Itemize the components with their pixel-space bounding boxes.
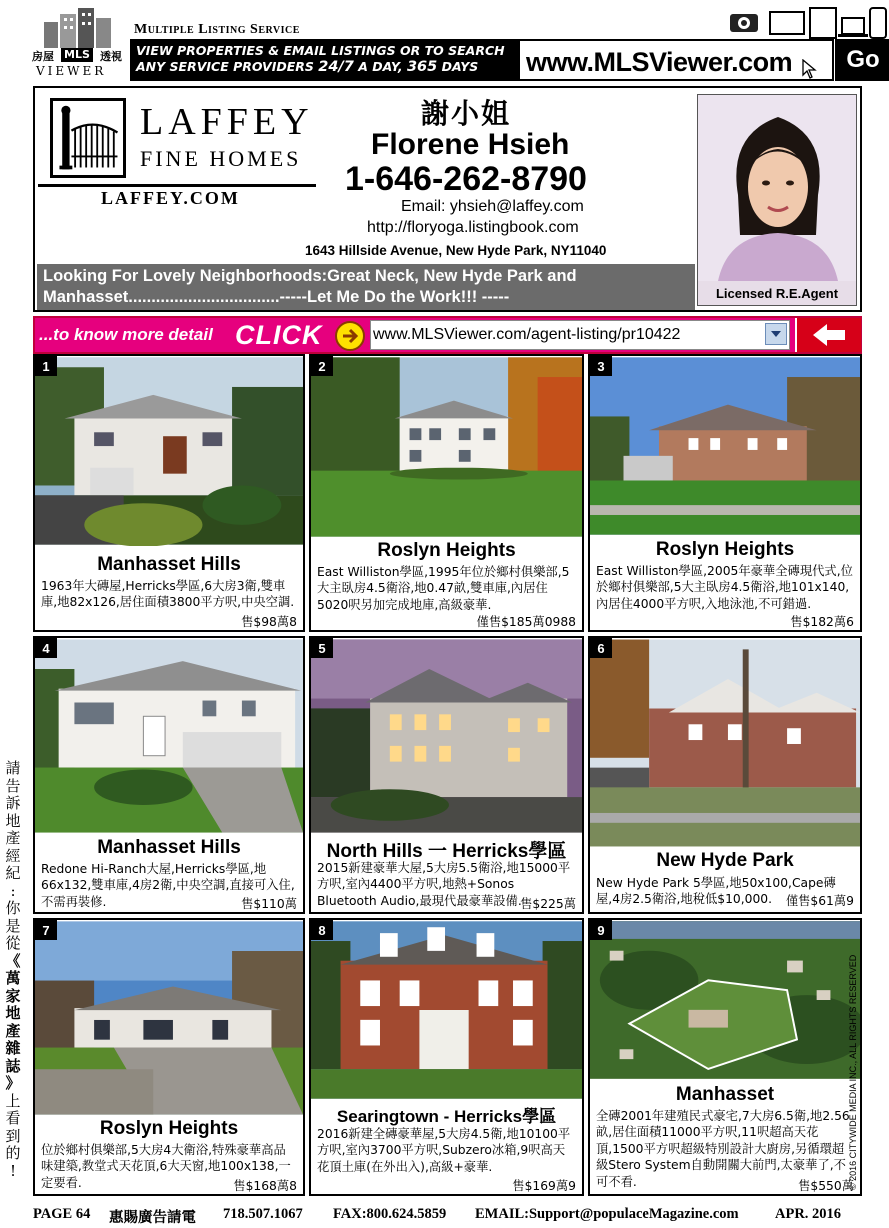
agent-portrait-icon bbox=[698, 95, 857, 281]
listing-price: 售$169萬9 bbox=[512, 1179, 576, 1193]
listing-card[interactable] bbox=[588, 636, 862, 914]
ad-call-text: 惠賜廣告請電 bbox=[109, 1210, 196, 1226]
agent-address: 1643 Hillside Avenue, New Hyde Park, NY11040 bbox=[305, 243, 607, 258]
listing-price: 售$98萬8 bbox=[241, 615, 297, 629]
listing-price: 售$110萬 bbox=[241, 897, 297, 911]
listing-number: 3 bbox=[590, 356, 612, 376]
footer-fax: FAX:800.624.5859 bbox=[333, 1206, 447, 1222]
agent-name: Florene Hsieh bbox=[371, 128, 570, 161]
slogan-line1: Looking For Lovely Neighborhoods:Great Neck, New Hyde Park and bbox=[43, 267, 577, 285]
click-bar[interactable] bbox=[33, 316, 862, 354]
side-note-char: 》 bbox=[5, 1074, 21, 1092]
back-arrow-icon[interactable] bbox=[795, 318, 861, 352]
copyright: © 2016 CITYWIDE MEDIA INC., ALL RIGHTS RESERVED bbox=[848, 954, 858, 1190]
listing-card[interactable] bbox=[588, 918, 862, 1196]
side-note-char: 誌 bbox=[5, 1056, 21, 1075]
listing-description: 全磚2001年建殖民式豪宅,7大房6.5衛,地2.56畝,居住面積11000平方呎,11呎超高天花頂,1500平方呎超級特別設計大廚房,另循環超級Stero System自動開關大前門,太豪華了,不可不看. bbox=[596, 1109, 850, 1189]
listing-title[interactable]: New Hyde Park bbox=[656, 850, 794, 871]
dropdown-icon[interactable] bbox=[765, 323, 787, 345]
logo-char-2: MLS bbox=[61, 48, 93, 62]
aerial-photo bbox=[590, 920, 860, 1080]
side-note bbox=[3, 760, 23, 1180]
listing-card[interactable] bbox=[309, 636, 584, 914]
side-note-part-b bbox=[3, 953, 23, 1093]
listing-description: Redone Hi-Ranch大屋,Herricks學區,地66x132,雙車庫,4房2衛,中央空調,直接可入住,不需再裝修. bbox=[41, 862, 295, 909]
side-note-char: 地 bbox=[5, 1004, 21, 1022]
listing-number: 8 bbox=[311, 920, 333, 940]
side-note-part-c bbox=[3, 1093, 23, 1181]
house-photo bbox=[35, 920, 303, 1116]
listing-description: East Williston學區,1995年位於鄉村俱樂部,5大主臥房4.5衛浴,地0.47畝,雙車庫,內居住5020呎另加完成地庫,高級豪華. bbox=[317, 565, 570, 612]
side-note-char: 紀 bbox=[5, 864, 21, 882]
side-note-char: 的 bbox=[5, 1144, 21, 1162]
slogan-line2: Manhasset.................................-----Let Me Do the Work!!! ----- bbox=[43, 288, 510, 306]
logo-char-1: 房屋 bbox=[32, 50, 54, 63]
side-note-char: 家 bbox=[5, 986, 21, 1005]
listing-title[interactable]: Roslyn Heights bbox=[377, 540, 516, 561]
side-note-char: 產 bbox=[5, 829, 21, 847]
side-note-char: 從 bbox=[5, 934, 21, 952]
brand-subtitle: FINE HOMES bbox=[140, 146, 302, 171]
mls-title: Multiple Listing Service bbox=[134, 22, 300, 37]
listing-title[interactable]: Roslyn Heights bbox=[99, 1118, 239, 1139]
agent-website[interactable]: http://floryoga.listingbook.com bbox=[367, 219, 579, 236]
listing-title[interactable]: Manhasset bbox=[675, 1084, 775, 1105]
side-note-char: 告 bbox=[5, 776, 21, 795]
cursor-icon bbox=[802, 59, 818, 79]
listing-title[interactable]: Roslyn Heights bbox=[655, 539, 795, 560]
listing-price: 售$225萬 bbox=[520, 897, 576, 911]
agent-name-chinese: 謝小姐 bbox=[421, 97, 512, 130]
agent-card bbox=[33, 86, 862, 312]
listing-price: 售$182萬6 bbox=[790, 615, 854, 629]
tagline-line1: VIEW PROPERTIES & EMAIL LISTINGS OR TO SEARCH bbox=[136, 43, 505, 58]
side-note-char: 你 bbox=[5, 899, 21, 917]
listing-title[interactable]: Manhasset Hills bbox=[97, 554, 241, 575]
agent-email[interactable]: Email: yhsieh@laffey.com bbox=[401, 198, 584, 215]
listing-price: 售$168萬8 bbox=[233, 1179, 297, 1193]
listing-title[interactable]: North Hills 一 Herricks學區 bbox=[326, 841, 567, 862]
devices-icon bbox=[730, 6, 889, 40]
listing-number: 4 bbox=[35, 638, 57, 658]
listing-card[interactable] bbox=[33, 354, 305, 632]
listing-number: 6 bbox=[590, 638, 612, 658]
gate-icon bbox=[50, 98, 126, 178]
listing-description: 1963年大磚屋,Herricks學區,6大房3衛,雙車庫,地82x126,居住面積3800平方呎,中央空調. bbox=[41, 579, 295, 610]
side-note-char: 請 bbox=[5, 759, 21, 777]
listing-card[interactable] bbox=[309, 354, 584, 632]
listing-description: New Hyde Park 5學區,地50x100,Cape磚屋,4房2.5衛浴,地稅低$10,000. bbox=[596, 876, 836, 907]
house-photo bbox=[35, 638, 303, 834]
brand-name: LAFFEY bbox=[140, 101, 314, 143]
side-note-char: 訴 bbox=[5, 794, 21, 812]
side-note-char: 到 bbox=[5, 1126, 21, 1145]
tagline-line2: ANY SERVICE PROVIDERS 24/7 A DAY, 365 DAYS bbox=[136, 59, 479, 75]
listing-number: 2 bbox=[311, 356, 333, 376]
agent-phone[interactable]: 1-646-262-8790 bbox=[345, 160, 587, 198]
mls-banner bbox=[30, 6, 880, 78]
side-note-char: 是 bbox=[5, 916, 21, 935]
mls-url-box[interactable] bbox=[518, 39, 834, 81]
listing-description: East Williston學區,2005年豪華全磚現代式,位於鄉村俱樂部,5大主臥房4.5衛浴,地101x140,內居住4000平方呎,入地泳池,不可錯過. bbox=[596, 564, 853, 611]
buildings-icon bbox=[40, 8, 115, 48]
agent-photo bbox=[697, 94, 857, 306]
side-note-char: 產 bbox=[5, 1021, 21, 1040]
click-label[interactable]: CLICK bbox=[235, 320, 323, 350]
arrow-right-icon[interactable] bbox=[335, 321, 365, 351]
laffey-logo bbox=[38, 96, 316, 186]
side-note-char: ! bbox=[9, 1161, 17, 1180]
issue-date: APR. 2016 bbox=[775, 1206, 842, 1222]
side-note-char: 萬 bbox=[5, 969, 21, 987]
house-photo bbox=[590, 356, 860, 536]
listing-title[interactable]: Manhasset Hills bbox=[97, 837, 241, 858]
house-photo bbox=[311, 356, 582, 538]
listing-url-field[interactable] bbox=[370, 320, 790, 350]
side-note-char: 經 bbox=[5, 846, 21, 865]
listing-price: 售$550萬 bbox=[798, 1179, 854, 1193]
agent-license: Licensed R.E.Agent bbox=[715, 286, 839, 301]
page-number: PAGE 64 bbox=[33, 1206, 91, 1222]
house-photo bbox=[590, 638, 860, 848]
side-note-char: 《 bbox=[5, 951, 21, 970]
house-photo bbox=[311, 920, 582, 1100]
house-photo bbox=[311, 638, 582, 834]
logo-viewer-text: VIEWER bbox=[36, 64, 107, 78]
listing-card[interactable] bbox=[33, 918, 305, 1196]
listing-card[interactable] bbox=[588, 354, 862, 632]
logo-char-3: 透視 bbox=[99, 50, 122, 63]
listing-number: 5 bbox=[311, 638, 333, 658]
listing-number: 9 bbox=[590, 920, 612, 940]
more-detail-text: ...to know more detail bbox=[39, 325, 213, 344]
mls-tagline bbox=[130, 39, 518, 81]
listing-price: 僅售$185萬0988 bbox=[476, 615, 576, 629]
mls-url[interactable]: www.MLSViewer.com bbox=[526, 47, 793, 77]
side-note-char: 雜 bbox=[5, 1039, 21, 1057]
side-note-part-a bbox=[3, 760, 23, 953]
side-note-char: 上 bbox=[5, 1091, 21, 1110]
listing-url[interactable]: www.MLSViewer.com/agent-listing/pr10422 bbox=[373, 326, 681, 343]
mls-viewer-logo bbox=[30, 6, 125, 78]
brand-divider bbox=[38, 184, 316, 187]
page-footer bbox=[33, 1206, 862, 1226]
listing-price: 僅售$61萬9 bbox=[785, 894, 854, 908]
footer-phone[interactable]: 718.507.1067 bbox=[223, 1206, 303, 1222]
footer-email[interactable]: EMAIL:Support@populaceMagazine.com bbox=[475, 1206, 739, 1222]
listing-description: 2016新建全磚豪華屋,5大房4.5衛,地10100平方呎,室內3700平方呎,Subzero冰箱,9呎高天花頂土庫(在外出入),高級+豪華. bbox=[317, 1127, 571, 1174]
listing-number: 7 bbox=[35, 920, 57, 940]
listing-card[interactable] bbox=[33, 636, 305, 914]
listing-number: 1 bbox=[35, 356, 57, 376]
side-note-char: : bbox=[10, 881, 16, 900]
side-note-char: 地 bbox=[5, 811, 21, 830]
listing-description: 2015新建豪華大屋,5大房5.5衛浴,地15000平方呎,室內4400平方呎,地熱+Sonos Bluetooth Audio,最現代最豪華設備. bbox=[317, 861, 571, 908]
house-photo bbox=[35, 356, 303, 546]
listing-description: 位於鄉村俱樂部,5大房4大衛浴,特殊豪華高品味建築,教堂式天花頂,6大天窗,地100x138,一定要看. bbox=[41, 1143, 291, 1190]
go-button[interactable]: Go bbox=[835, 39, 889, 81]
listing-card[interactable] bbox=[309, 918, 584, 1196]
side-note-char: 看 bbox=[5, 1109, 21, 1127]
listing-title[interactable]: Searingtown - Herricks學區 bbox=[336, 1107, 557, 1126]
brand-url[interactable]: LAFFEY.COM bbox=[101, 188, 240, 208]
agent-slogan bbox=[37, 264, 695, 310]
